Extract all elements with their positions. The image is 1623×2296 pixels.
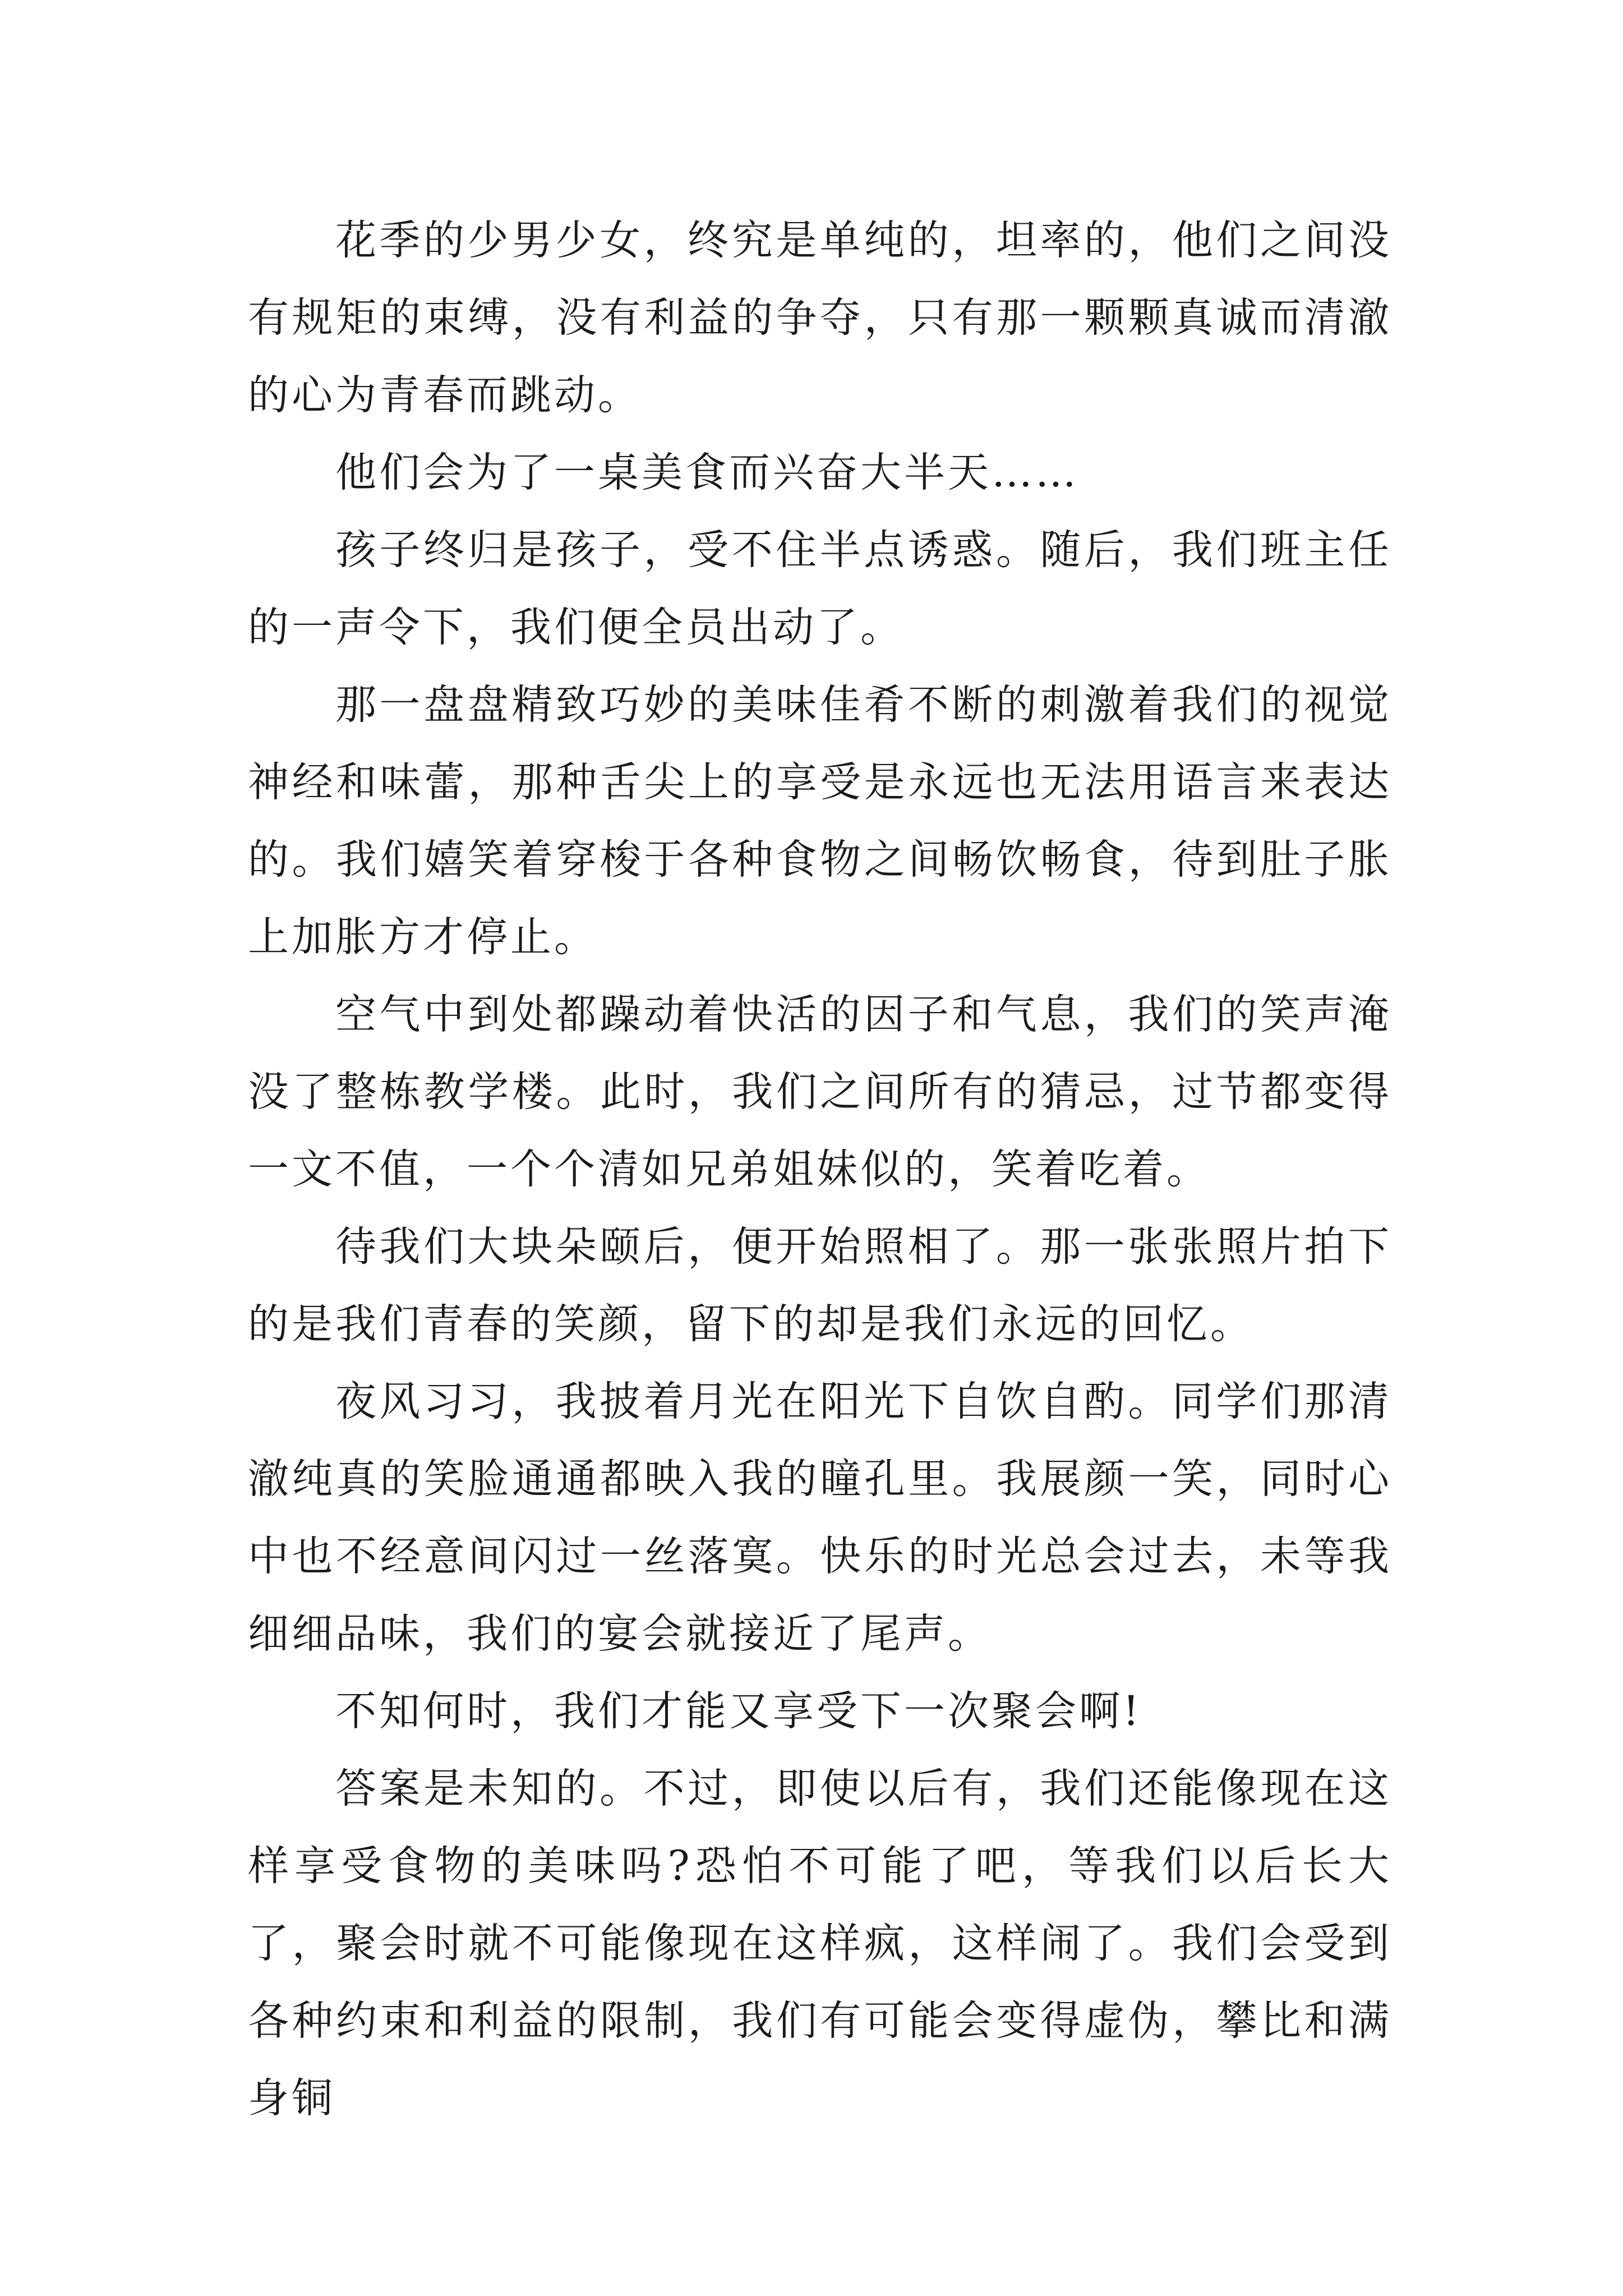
paragraph: 答案是未知的。不过，即使以后有，我们还能像现在这样享受食物的美味吗?恐怕不可能了吧，等我们以后长大了，聚会时就不可能像现在这样疯，这样闹了。我们会受到各种约束和利益的限制，我们有可能会变得虚伪，攀比和满身铜 — [248, 1765, 1392, 2122]
paragraph: 夜风习习，我披着月光在阳光下自饮自酌。同学们那清澈纯真的笑脸通通都映入我的瞳孔里。我展颜一笑，同时心中也不经意间闪过一丝落寞。快乐的时光总会过去，未等我细细品味，我们的宴会就接近了尾声。 — [248, 1378, 1392, 1658]
paragraph: 花季的少男少女，终究是单纯的，坦率的，他们之间没有规矩的束缚，没有利益的争夺，只有那一颗颗真诚而清澈的心为青春而跳动。 — [248, 217, 1392, 419]
paragraph: 待我们大块朵颐后，便开始照相了。那一张张照片拍下的是我们青春的笑颜，留下的却是我们永远的回忆。 — [248, 1223, 1392, 1348]
paragraph: 不知何时，我们才能又享受下一次聚会啊! — [335, 1687, 1142, 1735]
document-body — [248, 202, 1392, 2137]
paragraph: 孩子终归是孩子，受不住半点诱惑。随后，我们班主任的一声令下，我们便全员出动了。 — [248, 526, 1392, 651]
paragraph: 他们会为了一桌美食而兴奋大半天…… — [335, 449, 1079, 496]
paragraph: 空气中到处都躁动着快活的因子和气息，我们的笑声淹没了整栋教学楼。此时，我们之间所有的猜忌，过节都变得一文不值，一个个清如兄弟姐妹似的，笑着吃着。 — [248, 991, 1392, 1193]
paragraph: 那一盘盘精致巧妙的美味佳肴不断的刺激着我们的视觉神经和味蕾，那种舌尖上的享受是永远也无法用语言来表达的。我们嬉笑着穿梭于各种食物之间畅饮畅食，待到肚子胀上加胀方才停止。 — [248, 681, 1392, 961]
